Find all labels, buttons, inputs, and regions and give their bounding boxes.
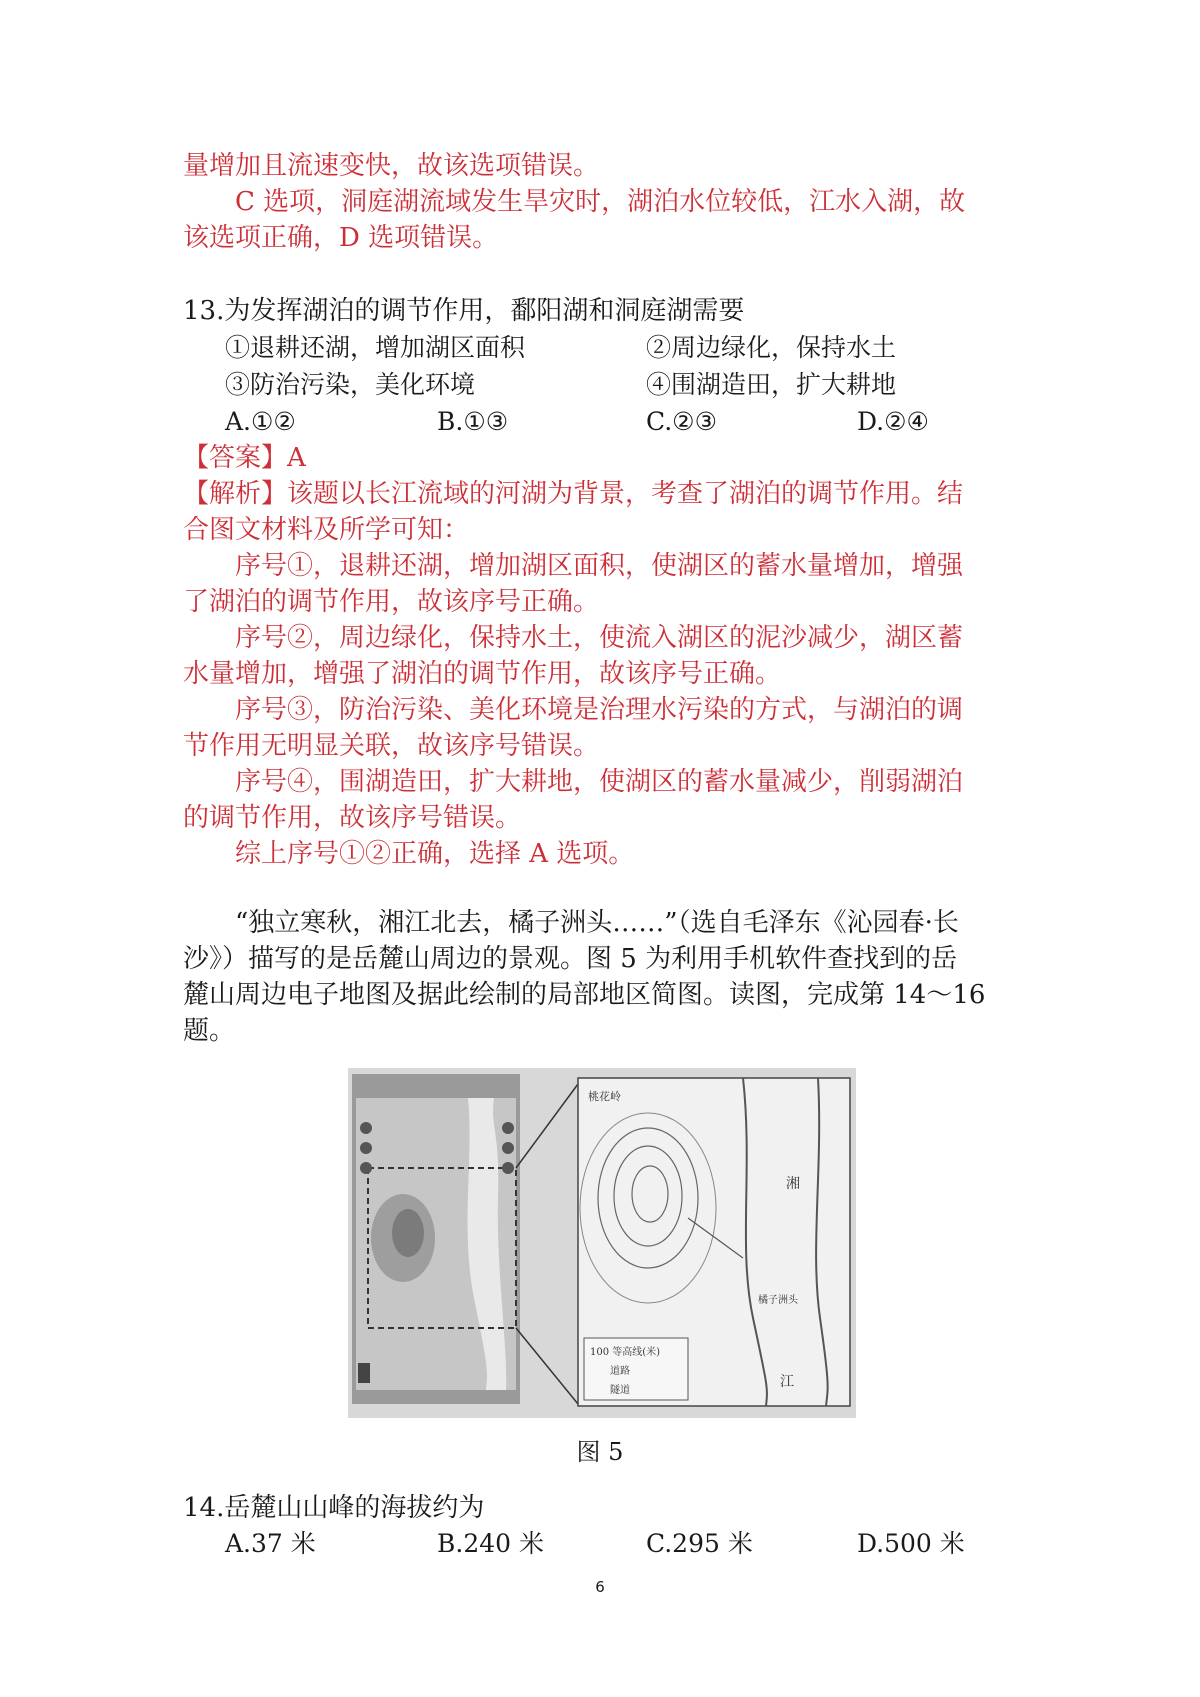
- figure-5: [348, 1068, 856, 1418]
- map-control-icon: [360, 1122, 372, 1134]
- analysis-point: 序号④，围湖造田，扩大耕地，使湖区的蓄水量减少，削弱湖泊: [235, 767, 964, 797]
- explanation-line: 量增加且流速变快，故该选项错误。: [183, 151, 600, 181]
- reading-passage: [183, 905, 1018, 1049]
- sketch-map: [578, 1078, 850, 1406]
- explanation-line: C 选项，洞庭湖流域发生旱灾时，湖泊水位较低，江水入湖，故: [235, 187, 966, 217]
- statement-item: ②周边绿化，保持水土: [646, 333, 897, 362]
- passage-line: 麓山周边电子地图及据此绘制的局部地区简图。读图，完成第 14～16: [183, 980, 986, 1010]
- legend-item: 100 等高线(米): [590, 1347, 661, 1358]
- answer-option: A.①②: [225, 407, 296, 436]
- map-control-icon: [502, 1142, 514, 1154]
- question-14-options: [225, 1526, 1005, 1562]
- analysis-point: 的调节作用，故该序号错误。: [183, 803, 522, 833]
- map-label: 湘: [786, 1176, 800, 1192]
- mountain-peak-shading: [392, 1209, 424, 1257]
- answer-label: 【答案】: [183, 443, 288, 473]
- statement-item: ①退耕还湖，增加湖区面积: [225, 333, 526, 362]
- question-stem: 13.为发挥湖泊的调节作用，鄱阳湖和洞庭湖需要: [183, 296, 745, 326]
- analysis-label: 【解析】: [183, 479, 288, 509]
- passage-line: “独立寒秋，湘江北去，橘子洲头……”（选自毛泽东《沁园春·长: [235, 908, 959, 938]
- statement-item: ③防治污染，美化环境: [225, 370, 476, 399]
- analysis-summary: 综上序号①②正确，选择 A 选项。: [235, 839, 635, 869]
- passage-line: 沙》）描写的是岳麓山周边的景观。图 5 为利用手机软件查找到的岳: [183, 944, 958, 974]
- question-13-answer: [183, 440, 1018, 872]
- answer-option: B.①③: [437, 407, 509, 436]
- answer-option: A.37 米: [225, 1529, 316, 1558]
- answer-option: B.240 米: [437, 1529, 544, 1558]
- question-14-stem: [183, 1490, 1018, 1526]
- map-control-icon: [502, 1162, 514, 1174]
- analysis-point: 水量增加，增强了湖泊的调节作用，故该序号正确。: [183, 659, 782, 689]
- analysis-intro: 该题以长江流域的河湖为背景，考查了湖泊的调节作用。结: [287, 479, 964, 509]
- page-number: 6: [595, 1578, 605, 1596]
- answer-option: C.②③: [646, 407, 718, 436]
- question-13-items: [225, 330, 1005, 404]
- analysis-point: 序号②，周边绿化，保持水土，使流入湖区的泥沙减少，湖区蓄: [235, 623, 964, 653]
- question-stem: 14.岳麓山山峰的海拔约为: [183, 1493, 485, 1523]
- answer-option: D.500 米: [857, 1529, 965, 1558]
- statement-item: ④围湖造田，扩大耕地: [646, 370, 897, 399]
- map-label: 桃花岭: [588, 1090, 621, 1103]
- analysis-point: 序号①，退耕还湖，增加湖区面积，使湖区的蓄水量增加，增强: [235, 551, 964, 581]
- legend-item: 隧道: [610, 1385, 630, 1396]
- previous-explanation: [183, 148, 1018, 256]
- map-control-icon: [502, 1122, 514, 1134]
- figure-caption: 图 5: [576, 1438, 624, 1466]
- analysis-point: 节作用无明显关联，故该序号错误。: [183, 731, 600, 761]
- explanation-line: 该选项正确，D 选项错误。: [183, 223, 499, 253]
- passage-line: 题。: [183, 1016, 236, 1046]
- question-13-stem: [183, 293, 1018, 329]
- legend-item: 道路: [610, 1366, 630, 1377]
- map-figure: [348, 1068, 856, 1418]
- map-control-icon: [360, 1142, 372, 1154]
- map-label: 橘子洲头: [758, 1295, 798, 1306]
- analysis-point: 序号③，防治污染、美化环境是治理水污染的方式，与湖泊的调: [235, 695, 964, 725]
- analysis-intro: 合图文材料及所学可知：: [183, 515, 470, 545]
- location-icon: [358, 1363, 370, 1383]
- phone-map-screenshot: [352, 1074, 520, 1404]
- question-13-options: [225, 404, 1005, 440]
- answer-option: C.295 米: [646, 1529, 753, 1558]
- answer-value: A: [287, 443, 306, 473]
- answer-option: D.②④: [857, 407, 929, 436]
- analysis-point: 了湖泊的调节作用，故该序号正确。: [183, 587, 600, 617]
- map-control-icon: [360, 1162, 372, 1174]
- map-label: 江: [780, 1374, 794, 1390]
